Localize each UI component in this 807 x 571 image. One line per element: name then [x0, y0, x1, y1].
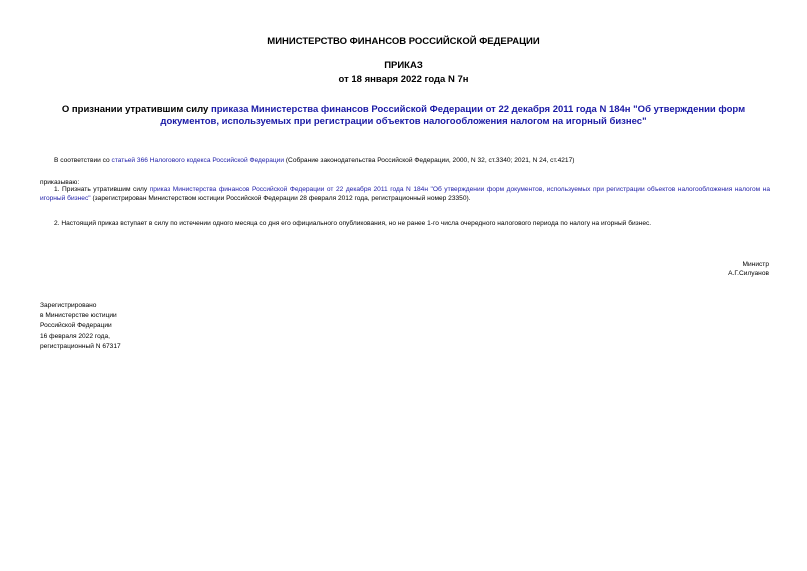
- item-1-paragraph: [40, 185, 770, 203]
- tax-code-link[interactable]: статьей 366 Налогового кодекса Российской Федерации: [111, 157, 285, 164]
- title-link[interactable]: приказа Министерства финансов Российской Федерации от 22 декабря 2011 года N 184н "Об утверждении форм документов, используемых при регистрации объектов налогообложения налогом на игорный бизнес": [160, 104, 746, 127]
- registration-line: Российской Федерации: [40, 322, 112, 329]
- registration-line: 16 февраля 2022 года,: [40, 333, 110, 340]
- signatory-name: А.Г.Силуанов: [728, 270, 769, 277]
- order-word: приказываю:: [40, 179, 80, 186]
- basis-suffix: (Собрание законодательства Российской Федерации, 2000, N 32, ст.3340; 2021, N 24, ст.4217): [284, 157, 575, 164]
- signatory-position: Министр: [742, 261, 769, 268]
- item-1-prefix: 1. Признать утратившим силу: [54, 186, 150, 193]
- registration-line: регистрационный N 67317: [40, 343, 121, 350]
- item-1-suffix: (зарегистрирован Министерством юстиции Российской Федерации 28 февраля 2012 года, регистрационный номер 23350).: [90, 195, 471, 202]
- document-type-heading: ПРИКАЗ: [384, 60, 423, 71]
- basis-paragraph: [54, 156, 774, 165]
- item-2-paragraph: 2. Настоящий приказ вступает в силу по истечении одного месяца со дня его официального опубликования, но не ранее 1-го числа очередного налогового периода по налогу на игорный бизнес.: [54, 220, 652, 227]
- document-title: [50, 104, 757, 128]
- basis-prefix: В соответствии со: [54, 157, 112, 164]
- repealed-order-link[interactable]: приказ Министерства финансов Российской Федерации от 22 декабря 2011 года N 184н "Об утверждении форм документов, используемых при регистрации объектов налогообложения налогом на игорный бизнес": [40, 186, 770, 202]
- title-prefix: О признании утратившим силу: [61, 104, 211, 115]
- registration-line: Зарегистрировано: [40, 302, 97, 309]
- document-date-heading: от 18 января 2022 года N 7н: [338, 74, 469, 85]
- ministry-heading: МИНИСТЕРСТВО ФИНАНСОВ РОССИЙСКОЙ ФЕДЕРАЦИИ: [267, 36, 540, 47]
- registration-line: в Министерстве юстиции: [40, 312, 117, 319]
